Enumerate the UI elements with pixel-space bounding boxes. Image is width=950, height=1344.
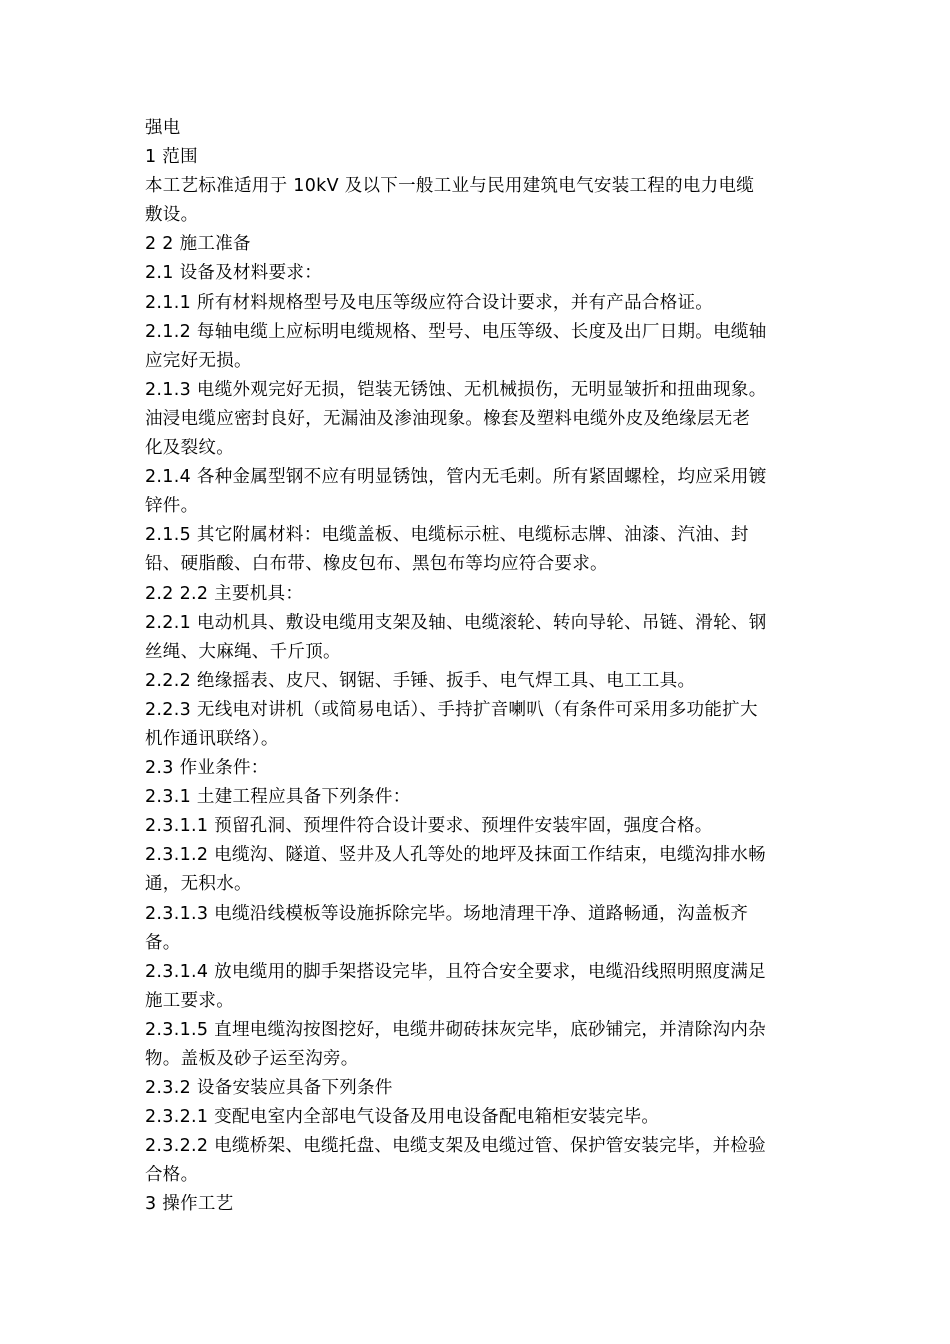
text-line: 2.2.1 电动机具、敷设电缆用支架及轴、电缆滚轮、转向导轮、吊链、滑轮、钢: [145, 612, 767, 633]
text-line: 化及裂纹。: [145, 438, 234, 459]
text-line: 2.3.2.1 变配电室内全部电气设备及用电设备配电箱柜安装完毕。: [145, 1107, 660, 1128]
text-line: 丝绳、大麻绳、千斤顶。: [145, 641, 341, 662]
text-line: 2.3.1.4 放电缆用的脚手架搭设完毕，且符合安全要求，电缆沿线照明照度满足: [145, 961, 766, 982]
text-line: 2 2 施工准备: [145, 234, 251, 255]
text-line: 铅、硬脂酸、白布带、橡皮包布、黑包布等均应符合要求。: [145, 554, 608, 575]
text-line: 2.3.2 设备安装应具备下列条件: [145, 1078, 393, 1099]
text-line: 2.3.1 土建工程应具备下列条件：: [145, 787, 411, 808]
text-line: 应完好无损。: [145, 350, 252, 371]
document-paragraph: [145, 958, 820, 1016]
text-line: 2.3.2.2 电缆桥架、电缆托盘、电缆支架及电缆过管、保护管安装完毕，并检验: [145, 1136, 766, 1157]
document-paragraph: [145, 754, 820, 783]
document-paragraph: [145, 841, 820, 899]
text-line: 2.3 作业条件：: [145, 758, 269, 779]
text-line: 2.1 设备及材料要求：: [145, 263, 322, 284]
text-line: 2.3.1.1 预留孔洞、预埋件符合设计要求、预埋件安装牢固，强度合格。: [145, 816, 713, 837]
document-paragraph: [145, 1016, 820, 1074]
text-line: 1 范围: [145, 147, 198, 168]
document-paragraph: [145, 783, 820, 812]
text-line: 2.2 2.2 主要机具：: [145, 583, 304, 604]
document-paragraph: [145, 609, 820, 667]
text-line: 合格。: [145, 1165, 199, 1186]
text-line: 2.3.1.3 电缆沿线模板等设施拆除完毕。场地清理干净、道路畅通，沟盖板齐: [145, 903, 749, 924]
document-paragraph: [145, 812, 820, 841]
document-paragraph: [145, 580, 820, 609]
text-line: 油浸电缆应密封良好，无漏油及渗油现象。橡套及塑料电缆外皮及绝缘层无老: [145, 408, 751, 429]
text-line: 本工艺标准适用于 10kV 及以下一般工业与民用建筑电气安装工程的电力电缆: [145, 176, 755, 197]
document-paragraph: [145, 318, 820, 376]
document-paragraph: [145, 172, 820, 230]
text-line: 2.3.1.2 电缆沟、隧道、竖井及人孔等处的地坪及抹面工作结束，电缆沟排水畅: [145, 845, 766, 866]
document-paragraph: [145, 259, 820, 288]
text-line: 2.2.3 无线电对讲机（或简易电话）、手持扩音喇叭（有条件可采用多功能扩大: [145, 699, 758, 720]
text-line: 物。盖板及砂子运至沟旁。: [145, 1049, 359, 1069]
document-page: [145, 114, 820, 1220]
document-paragraph: [145, 289, 820, 318]
document-paragraph: [145, 696, 820, 754]
text-line: 施工要求。: [145, 990, 234, 1011]
text-line: 敷设。: [145, 205, 199, 226]
text-line: 通，无积水。: [145, 874, 252, 895]
text-line: 2.1.4 各种金属型钢不应有明显锈蚀，管内无毛刺。所有紧固螺栓，均应采用镀: [145, 467, 767, 488]
text-line: 机作通讯联络）。: [145, 728, 279, 749]
document-paragraph: [145, 1074, 820, 1103]
document-paragraph: [145, 376, 820, 463]
document-paragraph: [145, 900, 820, 958]
text-line: 2.1.3 电缆外观完好无损，铠装无锈蚀、无机械损伤，无明显皱折和扭曲现象。: [145, 379, 767, 400]
text-line: 锌件。: [145, 496, 199, 517]
document-paragraph: [145, 230, 820, 259]
text-line: 2.1.1 所有材料规格型号及电压等级应符合设计要求，并有产品合格证。: [145, 292, 714, 313]
text-line: 3 操作工艺: [145, 1194, 234, 1215]
text-line: 2.3.1.5 直埋电缆沟按图挖好，电缆井砌砖抹灰完毕，底砂铺完，并清除沟内杂: [145, 1019, 766, 1040]
text-line: 2.1.2 每轴电缆上应标明电缆规格、型号、电压等级、长度及出厂日期。电缆轴: [145, 321, 767, 342]
text-line: 强电: [145, 118, 181, 138]
document-paragraph: [145, 143, 820, 172]
document-paragraph: [145, 1132, 820, 1190]
document-paragraph: [145, 463, 820, 521]
document-paragraph: [145, 1103, 820, 1132]
text-line: 备。: [145, 932, 181, 953]
document-paragraph: [145, 667, 820, 696]
text-line: 2.1.5 其它附属材料：电缆盖板、电缆标示桩、电缆标志牌、油漆、汽油、封: [145, 525, 749, 546]
document-title: [145, 114, 820, 143]
text-line: 2.2.2 绝缘摇表、皮尺、钢锯、手锤、扳手、电气焊工具、电工工具。: [145, 670, 696, 691]
document-paragraph: [145, 521, 820, 579]
document-paragraph: [145, 1190, 820, 1219]
